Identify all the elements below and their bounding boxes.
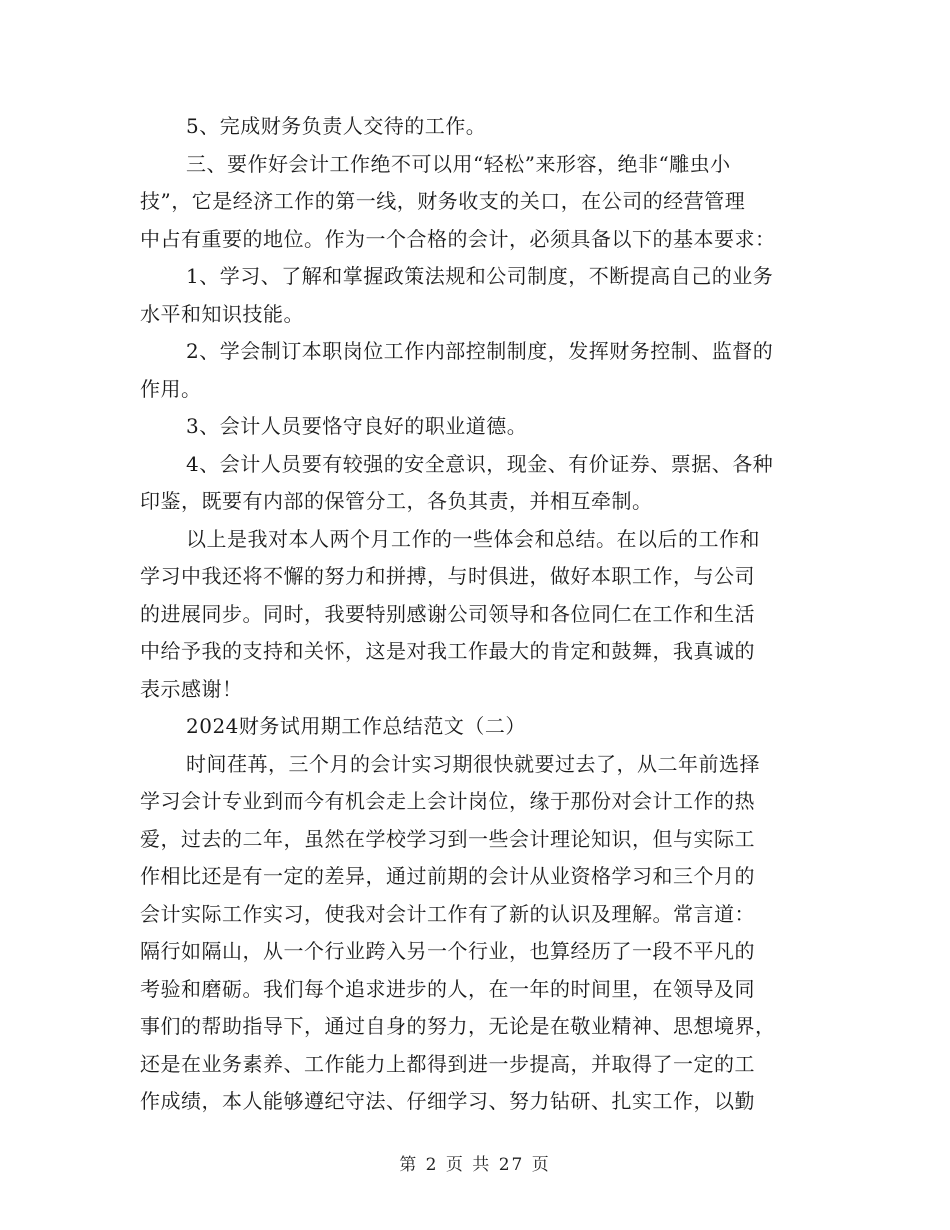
- text-line: 中占有重要的地位。作为一个合格的会计，必须具备以下的基本要求：: [140, 226, 776, 251]
- text-line: 三、要作好会计工作绝不可以用“轻松”来形容，绝非“雕虫小: [186, 151, 731, 176]
- page-number-footer: 第 2 页 共 27 页: [399, 1155, 551, 1175]
- text-line: 技”，它是经济工作的第一线，财务收支的关口，在公司的经营管理: [140, 189, 746, 213]
- text-line: 的进展同步。同时，我要特别感谢公司领导和各位同仁在工作和生活: [140, 601, 755, 626]
- text-line: 水平和知识技能。: [140, 301, 304, 326]
- text-line: 表示感谢！: [140, 676, 243, 701]
- text-line: 以上是我对本人两个月工作的一些体会和总结。在以后的工作和: [186, 526, 760, 551]
- document-body: [140, 108, 800, 1121]
- text-line: 学习中我还将不懈的努力和拼搏，与时俱进，做好本职工作，与公司: [140, 564, 755, 588]
- text-line: 4、会计人员要有较强的安全意识，现金、有价证券、票据、各种: [186, 451, 774, 476]
- text-line: 印鉴，既要有内部的保管分工，各负其责，并相互牵制。: [140, 489, 653, 513]
- text-line: 学习会计专业到而今有机会走上会计岗位，缘于那份对会计工作的热: [140, 789, 755, 813]
- text-line: 作相比还是有一定的差异，通过前期的会计从业资格学习和三个月的: [140, 864, 755, 888]
- text-line: 作成绩，本人能够遵纪守法、仔细学习、努力钻研、扎实工作，以勤: [140, 1089, 755, 1113]
- text-line: 考验和磨砺。我们每个追求进步的人，在一年的时间里，在领导及同: [140, 976, 755, 1001]
- text-line: 隔行如隔山，从一个行业跨入另一个行业，也算经历了一段不平凡的: [140, 939, 755, 963]
- text-line: 1、学习、了解和掌握政策法规和公司制度，不断提高自己的业务: [186, 264, 774, 288]
- text-line: 5、完成财务负责人交待的工作。: [186, 114, 487, 138]
- text-line: 时间荏苒，三个月的会计实习期很快就要过去了，从二年前选择: [186, 751, 760, 776]
- text-line: 爱，过去的二年，虽然在学校学习到一些会计理论知识，但与实际工: [140, 826, 755, 851]
- text-line: 还是在业务素养、工作能力上都得到进一步提高，并取得了一定的工: [140, 1051, 755, 1076]
- text-line: 3、会计人员要恪守良好的职业道德。: [186, 414, 528, 438]
- text-line: 事们的帮助指导下，通过自身的努力，无论是在敬业精神、思想境界，: [140, 1014, 776, 1038]
- text-line: 会计实际工作实习，使我对会计工作有了新的认识及理解。常言道：: [140, 901, 755, 926]
- text-line: 中给予我的支持和关怀，这是对我工作最大的肯定和鼓舞，我真诚的: [140, 639, 755, 663]
- text-line: 作用。: [140, 376, 202, 401]
- text-line: 2、学会制订本职岗位工作内部控制制度，发挥财务控制、监督的: [186, 339, 774, 363]
- section-heading: 2024财务试用期工作总结范文（二）: [186, 714, 526, 738]
